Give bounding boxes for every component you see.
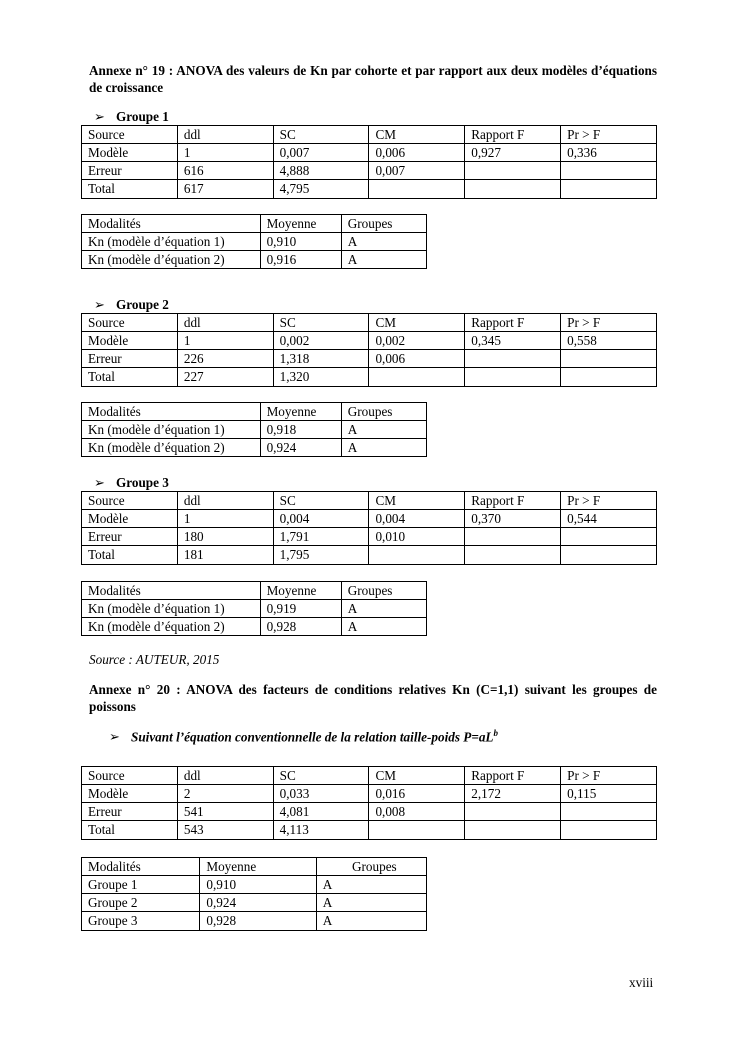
table-header-cell: SC [273, 767, 369, 785]
table-cell [465, 162, 561, 180]
table-cell: Total [82, 180, 178, 198]
annex-20-subheading-exponent: b [493, 728, 498, 738]
page-number: xviii [629, 975, 654, 990]
arrow-bullet-icon: ➢ [94, 475, 106, 490]
table-row [82, 785, 657, 803]
table-header-cell: Pr > F [561, 126, 657, 144]
table-cell: Total [82, 821, 178, 839]
table-row [82, 876, 427, 894]
table-header-cell: Groupes [316, 858, 426, 876]
table-cell: A [341, 618, 426, 636]
table-header-cell: Source [82, 126, 178, 144]
table-cell: 0,370 [465, 510, 561, 528]
table-cell: Kn (modèle d’équation 1) [82, 421, 261, 439]
table-row [82, 332, 657, 350]
table-cell: 1 [177, 144, 273, 162]
arrow-bullet-icon: ➢ [94, 109, 106, 124]
annex-20-anova-table [81, 766, 657, 840]
table-cell: 1 [177, 510, 273, 528]
table-cell: A [341, 233, 426, 251]
group-3-anova-table [81, 491, 657, 565]
table-cell [561, 546, 657, 564]
table-cell: Erreur [82, 528, 178, 546]
table-cell [561, 528, 657, 546]
table-header-cell: ddl [177, 126, 273, 144]
table-cell: Erreur [82, 803, 178, 821]
table-cell: Kn (modèle d’équation 2) [82, 618, 261, 636]
table-cell: Modèle [82, 144, 178, 162]
table-cell: 180 [177, 528, 273, 546]
table-cell: 0,345 [465, 332, 561, 350]
table-cell [465, 368, 561, 386]
table-header-cell: Moyenne [260, 582, 341, 600]
table-cell: 0,002 [369, 332, 465, 350]
table-header-cell: CM [369, 492, 465, 510]
table-cell: Erreur [82, 162, 178, 180]
table-cell: 0,007 [273, 144, 369, 162]
annex-20-subheading [109, 728, 498, 746]
table-cell [465, 528, 561, 546]
table-cell: 541 [177, 803, 273, 821]
group-3-heading-label: Groupe 3 [116, 475, 169, 490]
table-cell: 4,795 [273, 180, 369, 198]
table-header-row [82, 126, 657, 144]
table-cell: Groupe 2 [82, 894, 200, 912]
table-cell: 2 [177, 785, 273, 803]
table-cell: 616 [177, 162, 273, 180]
table-cell: Groupe 3 [82, 912, 200, 930]
group-1-heading [94, 108, 169, 125]
table-cell: 0,916 [260, 251, 341, 269]
table-cell: 0,033 [273, 785, 369, 803]
table-header-cell: Rapport F [465, 314, 561, 332]
table-cell: 181 [177, 546, 273, 564]
table-cell: A [316, 876, 426, 894]
table-cell: 0,008 [369, 803, 465, 821]
table-cell [561, 180, 657, 198]
table-header-cell: Modalités [82, 403, 261, 421]
table-header-row [82, 492, 657, 510]
table-cell [561, 368, 657, 386]
group-2-modalities-table [81, 402, 427, 457]
table-cell: Total [82, 368, 178, 386]
table-row [82, 180, 657, 198]
table-row [82, 912, 427, 930]
table-cell [465, 821, 561, 839]
table-cell: Kn (modèle d’équation 1) [82, 233, 261, 251]
table-cell: A [341, 251, 426, 269]
table-header-row [82, 582, 427, 600]
table-header-cell: Modalités [82, 582, 261, 600]
group-2-heading [94, 296, 169, 313]
table-header-cell: Moyenne [260, 403, 341, 421]
arrow-bullet-icon: ➢ [109, 729, 121, 745]
table-header-cell: ddl [177, 492, 273, 510]
table-header-cell: Pr > F [561, 492, 657, 510]
table-cell: 2,172 [465, 785, 561, 803]
table-cell: 0,928 [260, 618, 341, 636]
table-header-cell: Moyenne [260, 215, 341, 233]
table-cell: Modèle [82, 332, 178, 350]
table-row [82, 894, 427, 912]
annex-19-title: Annexe n° 19 : ANOVA des valeurs de Kn par cohorte et par rapport aux deux modèles d’équations de croissance [89, 63, 657, 96]
table-cell: 1,795 [273, 546, 369, 564]
table-cell: A [341, 439, 426, 457]
table-cell: 0,928 [200, 912, 316, 930]
table-cell: 0,924 [200, 894, 316, 912]
group-3-heading [94, 474, 169, 491]
table-cell [561, 821, 657, 839]
group-2-heading-label: Groupe 2 [116, 297, 169, 312]
annex-20-groups-table [81, 857, 427, 931]
table-cell: 0,006 [369, 144, 465, 162]
table-cell [465, 180, 561, 198]
table-cell: Erreur [82, 350, 178, 368]
table-row [82, 439, 427, 457]
table-cell: Kn (modèle d’équation 2) [82, 251, 261, 269]
table-cell: 0,918 [260, 421, 341, 439]
table-row [82, 821, 657, 839]
table-cell: 4,081 [273, 803, 369, 821]
group-3-modalities-table [81, 581, 427, 636]
table-cell: Modèle [82, 785, 178, 803]
table-cell [369, 368, 465, 386]
table-cell: Kn (modèle d’équation 2) [82, 439, 261, 457]
table-cell: 4,113 [273, 821, 369, 839]
table-row [82, 600, 427, 618]
group-2-anova-table [81, 313, 657, 387]
table-cell: Modèle [82, 510, 178, 528]
table-cell [561, 162, 657, 180]
table-cell [561, 803, 657, 821]
table-header-cell: Rapport F [465, 492, 561, 510]
table-cell: 0,544 [561, 510, 657, 528]
table-header-cell: SC [273, 126, 369, 144]
arrow-bullet-icon: ➢ [94, 297, 106, 312]
table-header-cell: ddl [177, 767, 273, 785]
table-cell: 0,336 [561, 144, 657, 162]
table-cell: 0,004 [369, 510, 465, 528]
annex-20-subheading-text: Suivant l’équation conventionnelle de la relation taille-poids P=aL [131, 729, 494, 745]
table-cell: Kn (modèle d’équation 1) [82, 600, 261, 618]
table-cell: 0,558 [561, 332, 657, 350]
table-cell: 4,888 [273, 162, 369, 180]
table-cell [369, 821, 465, 839]
table-cell: 0,924 [260, 439, 341, 457]
table-row [82, 368, 657, 386]
table-cell [465, 803, 561, 821]
table-header-cell: Groupes [341, 215, 426, 233]
table-cell: 617 [177, 180, 273, 198]
table-cell: 0,002 [273, 332, 369, 350]
group-1-modalities-table [81, 214, 427, 269]
table-header-cell: Modalités [82, 215, 261, 233]
table-header-row [82, 767, 657, 785]
table-cell [465, 546, 561, 564]
annex-20-title: Annexe n° 20 : ANOVA des facteurs de conditions relatives Kn (C=1,1) suivant les groupes de poissons [89, 682, 657, 715]
table-cell: Groupe 1 [82, 876, 200, 894]
table-header-cell: Rapport F [465, 126, 561, 144]
table-cell: 0,010 [369, 528, 465, 546]
table-header-cell: Source [82, 492, 178, 510]
table-header-cell: CM [369, 314, 465, 332]
table-cell: 543 [177, 821, 273, 839]
table-cell: 227 [177, 368, 273, 386]
table-header-cell: Source [82, 314, 178, 332]
table-header-cell: CM [369, 126, 465, 144]
table-cell: 1,318 [273, 350, 369, 368]
table-header-row [82, 858, 427, 876]
table-row [82, 546, 657, 564]
table-cell [369, 180, 465, 198]
table-row [82, 350, 657, 368]
table-cell: Total [82, 546, 178, 564]
table-row [82, 162, 657, 180]
table-row [82, 251, 427, 269]
table-row [82, 144, 657, 162]
table-row [82, 510, 657, 528]
table-cell: 1,320 [273, 368, 369, 386]
table-row [82, 421, 427, 439]
table-cell: A [316, 912, 426, 930]
table-cell: A [341, 600, 426, 618]
table-header-cell: CM [369, 767, 465, 785]
table-header-cell: Rapport F [465, 767, 561, 785]
table-header-row [82, 215, 427, 233]
table-cell: 0,016 [369, 785, 465, 803]
table-header-cell: Pr > F [561, 767, 657, 785]
table-header-cell: ddl [177, 314, 273, 332]
table-cell: 0,910 [260, 233, 341, 251]
table-cell: 0,007 [369, 162, 465, 180]
table-cell [465, 350, 561, 368]
table-cell: 0,004 [273, 510, 369, 528]
table-cell: 0,927 [465, 144, 561, 162]
table-header-cell: SC [273, 314, 369, 332]
table-header-row [82, 314, 657, 332]
table-row [82, 618, 427, 636]
group-1-heading-label: Groupe 1 [116, 109, 169, 124]
table-cell: 0,919 [260, 600, 341, 618]
table-header-cell: Modalités [82, 858, 200, 876]
table-header-row [82, 403, 427, 421]
table-cell [369, 546, 465, 564]
table-row [82, 803, 657, 821]
table-cell: 0,006 [369, 350, 465, 368]
group-1-anova-table [81, 125, 657, 199]
source-note: Source : AUTEUR, 2015 [89, 652, 220, 667]
table-header-cell: Source [82, 767, 178, 785]
table-cell: 1,791 [273, 528, 369, 546]
table-header-cell: Groupes [341, 582, 426, 600]
table-row [82, 528, 657, 546]
table-header-cell: SC [273, 492, 369, 510]
table-header-cell: Groupes [341, 403, 426, 421]
table-cell: 0,115 [561, 785, 657, 803]
table-header-cell: Moyenne [200, 858, 316, 876]
table-cell: 1 [177, 332, 273, 350]
table-cell: 0,910 [200, 876, 316, 894]
table-cell: A [316, 894, 426, 912]
table-cell: A [341, 421, 426, 439]
table-header-cell: Pr > F [561, 314, 657, 332]
table-cell [561, 350, 657, 368]
table-cell: 226 [177, 350, 273, 368]
table-row [82, 233, 427, 251]
